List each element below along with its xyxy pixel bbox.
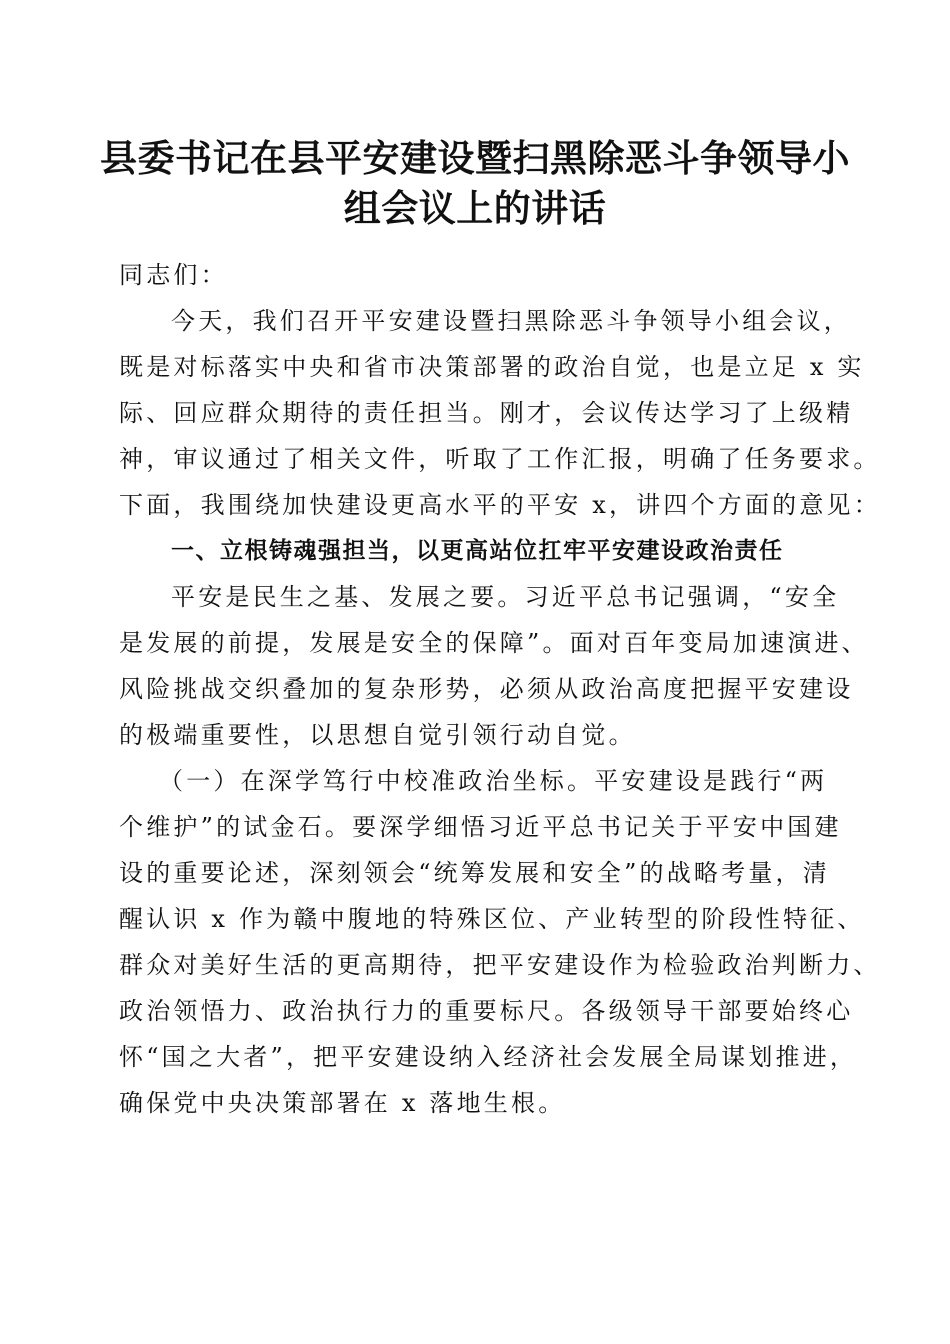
title-line: 组会议上的讲话 [343, 186, 607, 230]
title-line: 县委书记在县平安建设暨扫黑除恶斗争领导小 [100, 136, 850, 180]
subsection-paragraph-line: 设的重要论述，深刻领会“统筹发展和安全”的战略考量，清 [119, 859, 830, 887]
subsection-paragraph-line: 醒认识 x 作为赣中腹地的特殊区位、产业转型的阶段性特征、 [119, 905, 865, 933]
intro-line: 神，审议通过了相关文件，听取了工作汇报，明确了任务要求。 [119, 445, 881, 473]
subsection-paragraph-line: 怀“国之大者”，把平安建设纳入经济社会发展全局谋划推进， [119, 1043, 858, 1071]
subsection-paragraph-line: 政治领悟力、政治执行力的重要标尺。各级领导干部要始终心 [119, 997, 854, 1025]
section-paragraph-line: 风险挑战交织叠加的复杂形势，必须从政治高度把握平安建设 [119, 675, 854, 703]
document-body [119, 252, 881, 1126]
document-title [100, 133, 850, 233]
section-paragraph-line: 的极端重要性，以思想自觉引领行动自觉。 [119, 721, 636, 749]
subsection-paragraph-line: 群众对美好生活的更高期待，把平安建设作为检验政治判断力、 [119, 951, 881, 979]
subsection-paragraph-line: 确保党中央决策部署在 x 落地生根。 [119, 1089, 566, 1117]
section-paragraph-line: 是发展的前提，发展是安全的保障”。面对百年变局加速演进、 [119, 629, 869, 657]
section-heading: 一、立根铸魂强担当，以更高站位扛牢平安建设政治责任 [171, 538, 784, 564]
subsection-paragraph-line: 个维护”的试金石。要深学细悟习近平总书记关于平安中国建 [119, 813, 842, 841]
subsection-paragraph-line: （一）在深学笃行中校准政治坐标。平安建设是践行“两 [159, 767, 828, 795]
intro-line: 下面，我围绕加快建设更高水平的平安 x，讲四个方面的意见： [119, 491, 881, 519]
section-paragraph-line: 平安是民生之基、发展之要。习近平总书记强调，“安全 [171, 583, 840, 611]
intro-line: 今天，我们召开平安建设暨扫黑除恶斗争领导小组会议， [171, 307, 851, 335]
intro-line: 既是对标落实中央和省市决策部署的政治自觉，也是立足 x 实 [119, 353, 865, 381]
salutation: 同志们： [119, 261, 228, 289]
intro-line: 际、回应群众期待的责任担当。刚才，会议传达学习了上级精 [119, 399, 854, 427]
